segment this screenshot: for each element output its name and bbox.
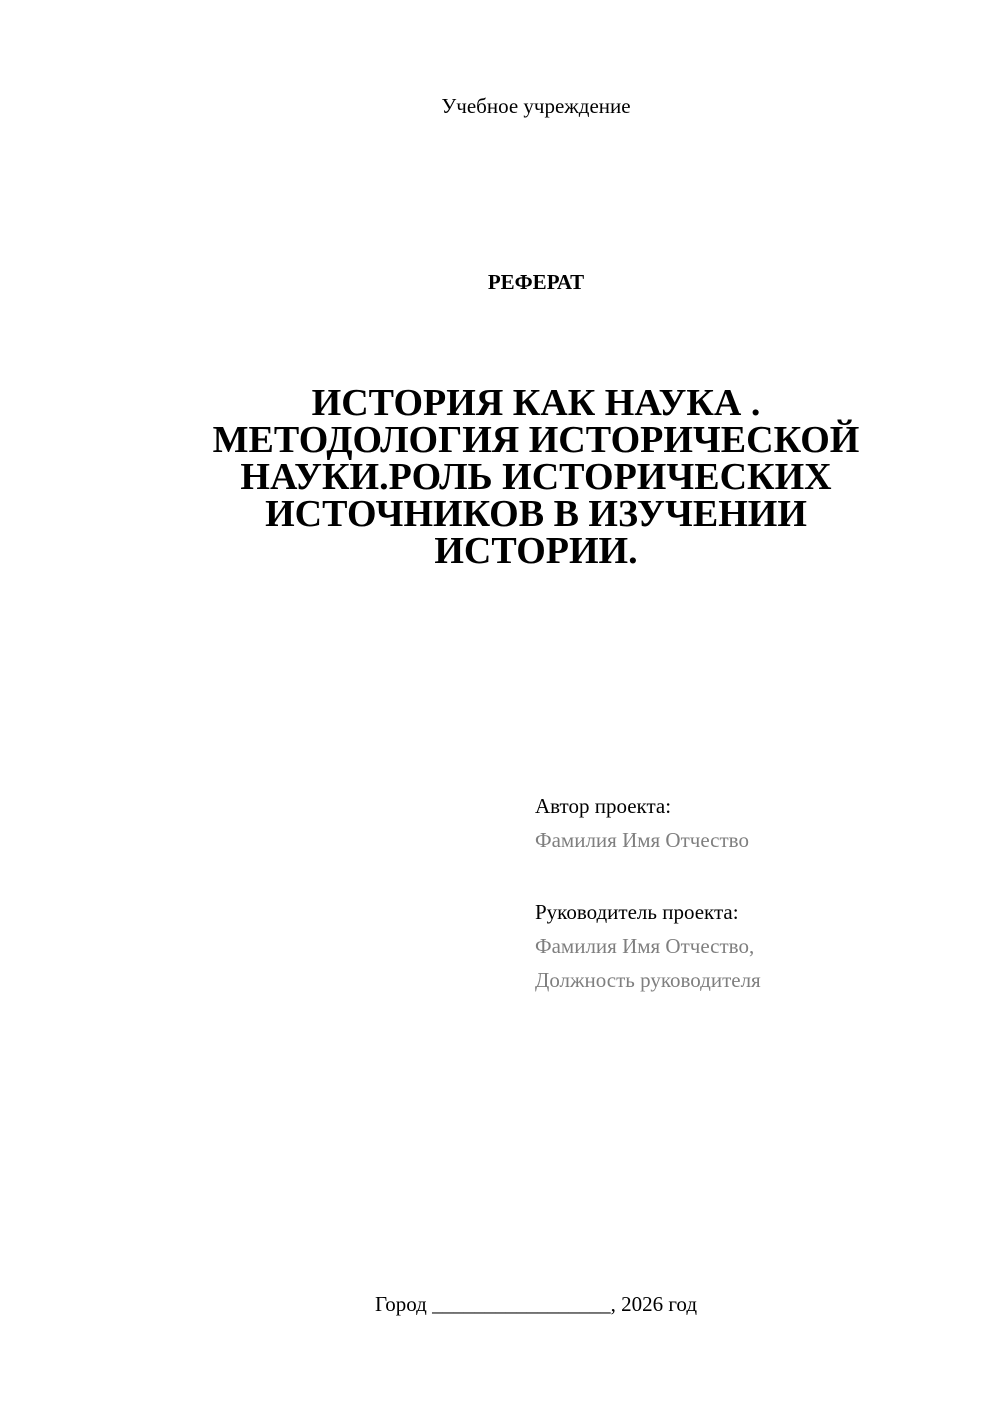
author-name: Фамилия Имя Отчество [535,828,749,852]
author-label: Автор проекта: [535,794,672,818]
supervisor-label: Руководитель проекта: [535,900,739,924]
document-title [200,382,872,572]
city-label: Город [374,1292,427,1316]
title-line: НАУКИ.РОЛЬ ИСТОРИЧЕСКИХ [240,456,832,498]
title-line: ИСТОРИИ. [434,530,638,572]
credits-block [535,789,975,997]
supervisor-name: Фамилия Имя Отчество, [535,934,755,958]
city-blank: _________________ [432,1292,611,1316]
title-line: МЕТОДОЛОГИЯ ИСТОРИЧЕСКОЙ [212,419,860,461]
city-year-line [0,1290,1000,1318]
supervisor-position: Должность руководителя [535,968,761,992]
year-text: , 2026 год [610,1292,698,1316]
title-line: ИСТОРИЯ КАК НАУКА . [311,382,761,424]
document-type: РЕФЕРАТ [487,270,585,294]
credits-spacer [535,857,975,895]
title-line: ИСТОЧНИКОВ В ИЗУЧЕНИИ [265,493,807,535]
institution-name: Учебное учреждение [441,94,631,118]
